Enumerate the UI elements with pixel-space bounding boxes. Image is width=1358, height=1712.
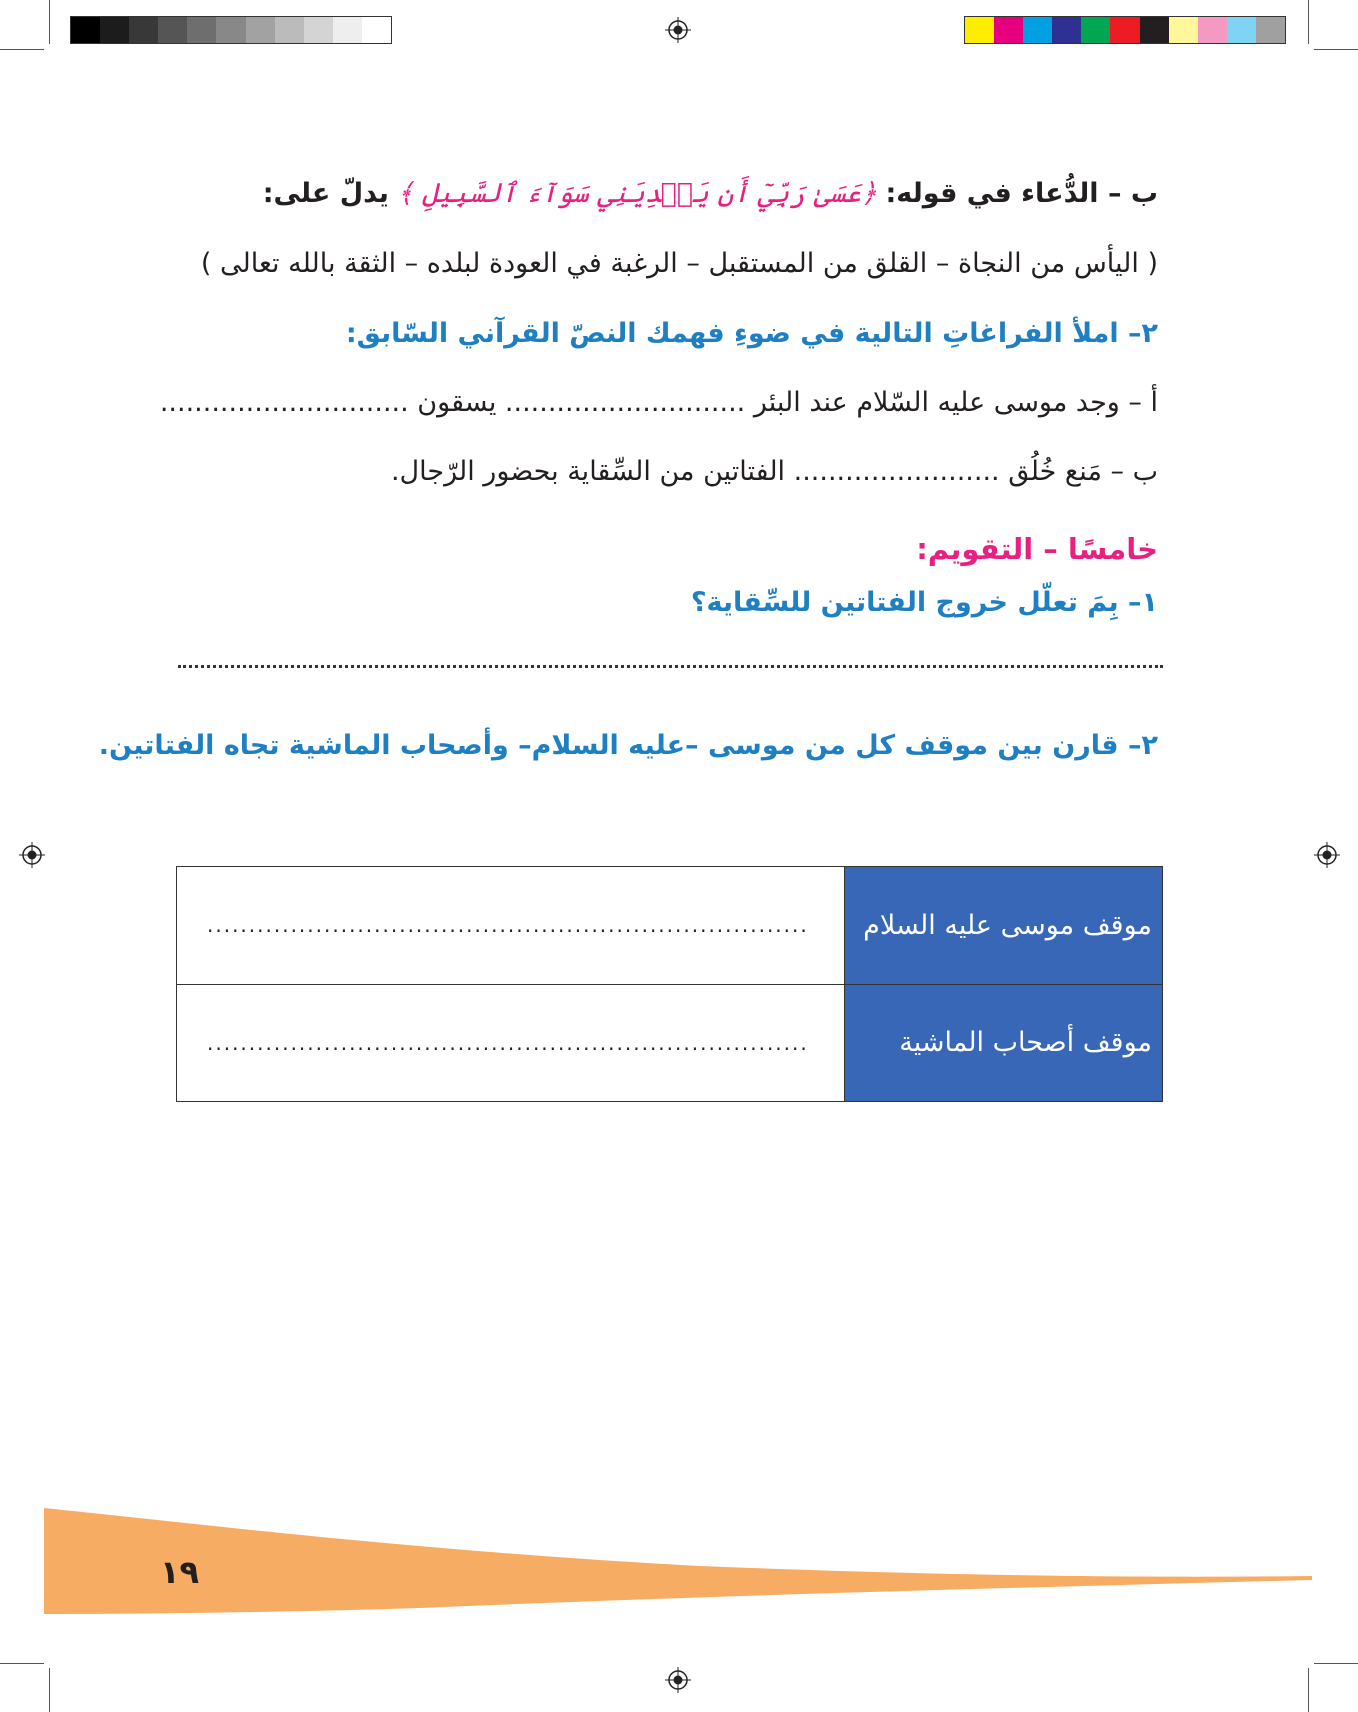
crop-mark	[0, 1663, 44, 1664]
crop-mark	[1308, 0, 1309, 44]
page-number: ١٩	[160, 1553, 200, 1591]
registration-mark-icon	[1314, 842, 1340, 868]
color-swatch	[1256, 17, 1285, 43]
registration-mark-icon	[665, 17, 691, 43]
crop-mark	[0, 49, 44, 50]
gray-swatch	[71, 17, 100, 43]
crop-mark	[1308, 1668, 1309, 1712]
color-swatch	[1169, 17, 1198, 43]
color-swatch	[1140, 17, 1169, 43]
evaluation-question-1: ١– بِمَ تعلّل خروج الفتاتين للسِّقاية؟	[690, 587, 1158, 618]
answer-cell[interactable]: ........................................................................	[177, 984, 845, 1102]
row-header-herders: موقف أصحاب الماشية	[845, 984, 1163, 1102]
color-swatch	[1052, 17, 1081, 43]
gray-swatch	[304, 17, 333, 43]
crop-mark	[49, 0, 50, 44]
q2-heading: ٢– املأ الفراغاتِ التالية في ضوءِ فهمك النصّ القرآني السّابق:	[345, 318, 1158, 349]
gray-swatch	[129, 17, 158, 43]
comparison-table	[176, 866, 1163, 1102]
color-swatch	[1110, 17, 1139, 43]
gray-swatch	[187, 17, 216, 43]
grayscale-calibration-strip	[70, 16, 392, 44]
choices-line: ( اليأس من النجاة – القلق من المستقبل – الرغبة في العودة لبلده – الثقة بالله تعالى )	[200, 248, 1158, 279]
color-swatch	[1023, 17, 1052, 43]
gray-swatch	[158, 17, 187, 43]
registration-mark-icon	[19, 842, 45, 868]
crop-mark	[1314, 49, 1358, 50]
answer-line[interactable]	[178, 665, 1163, 668]
question-b-dua	[263, 178, 1158, 209]
crop-mark	[1314, 1663, 1358, 1664]
crop-mark	[49, 1668, 50, 1712]
color-swatch	[1227, 17, 1256, 43]
color-calibration-strip	[964, 16, 1286, 44]
color-swatch	[965, 17, 994, 43]
fill-in-a: أ – وجد موسى عليه السّلام عند البئر ............................ يسقون .............................	[159, 387, 1158, 418]
gray-swatch	[100, 17, 129, 43]
question-b-suffix: يدلّ على:	[262, 178, 389, 209]
registration-mark-icon	[665, 1667, 691, 1693]
color-swatch	[1198, 17, 1227, 43]
gray-swatch	[333, 17, 362, 43]
table-row	[177, 867, 1163, 985]
answer-cell[interactable]: ........................................................................	[177, 867, 845, 985]
color-swatch	[1081, 17, 1110, 43]
table-row	[177, 984, 1163, 1102]
quran-verse: ﴿عَسَىٰ رَبِّيٓ أَن يَهۡدِيَنِي سَوَآءَ ٱلسَّبِيلِ ﴾	[397, 178, 877, 209]
row-header-musa: موقف موسى عليه السلام	[845, 867, 1163, 985]
gray-swatch	[362, 17, 391, 43]
gray-swatch	[216, 17, 245, 43]
fill-in-b: ب – مَنع خُلُق ........................ الفتاتين من السِّقاية بحضور الرّجال.	[390, 456, 1158, 487]
evaluation-question-2: ٢– قارن بين موقف كل من موسى –عليه السلام– وأصحاب الماشية تجاه الفتاتين.	[98, 730, 1158, 761]
section-five-heading: خامسًا – التقويم:	[916, 532, 1158, 566]
question-b-label: ب – الدُّعاء في قوله:	[885, 178, 1158, 209]
gray-swatch	[246, 17, 275, 43]
color-swatch	[994, 17, 1023, 43]
footer-band	[0, 1496, 1358, 1616]
gray-swatch	[275, 17, 304, 43]
